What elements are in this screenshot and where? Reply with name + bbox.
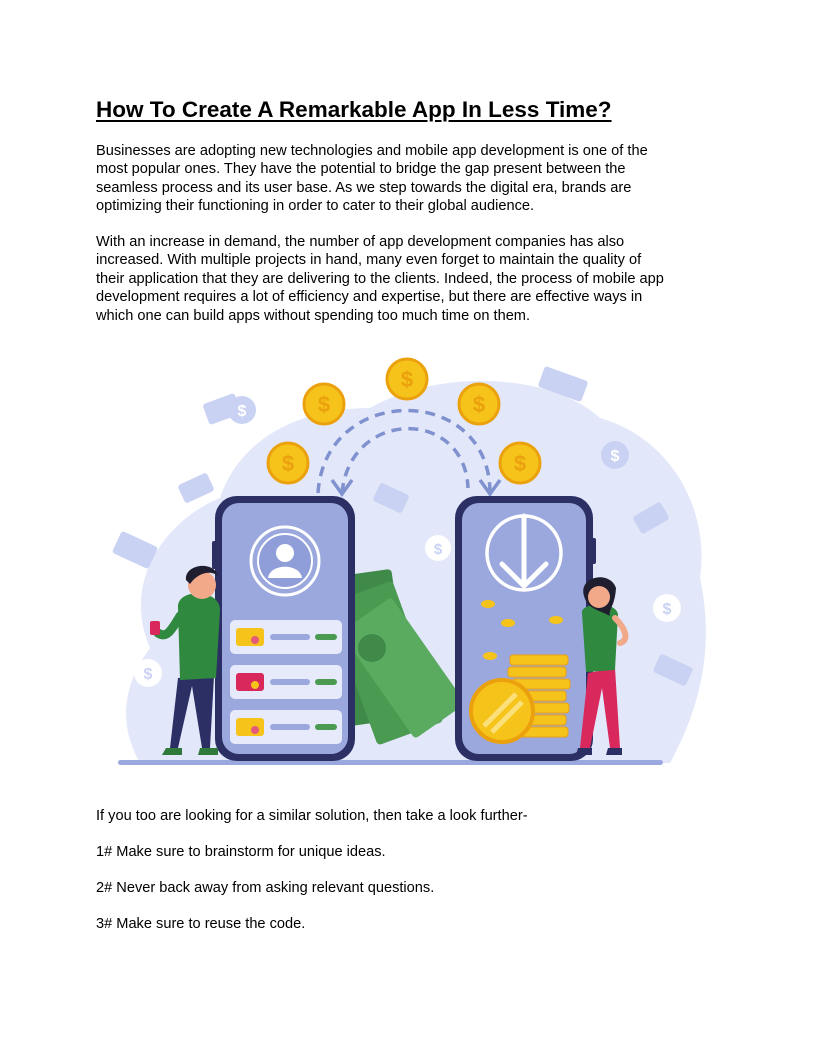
coin [387,359,427,399]
profile-phone [212,496,355,761]
svg-text:$: $ [433,541,443,558]
paragraph-line: their application that they are delivering to the clients. Indeed, the process of mobile app [96,270,664,287]
download-phone [455,496,596,761]
coin [500,443,540,483]
svg-text:$: $ [143,666,153,683]
intro-line: If you too are looking for a similar solution, then take a look further- [96,808,528,824]
svg-text:$: $ [662,601,672,618]
paragraph-line: most popular ones. They have the potential to bridge the gap present between the [96,161,626,178]
tip-item: 2# Never back away from asking relevant questions. [96,880,435,896]
svg-text:$: $ [513,451,527,476]
demand-paragraph [96,233,664,325]
svg-text:$: $ [472,392,486,417]
intro-paragraph [96,142,648,216]
tip-item: 1# Make sure to brainstorm for unique ideas. [96,844,386,860]
paragraph-line: With an increase in demand, the number of app development companies has also [96,234,625,250]
paragraph-line: Businesses are adopting new technologies and mobile app development is one of the [96,143,648,159]
svg-text:$: $ [317,392,331,417]
app-development-illustration [110,348,720,773]
svg-text:$: $ [281,451,295,476]
coin [304,384,344,424]
svg-text:$: $ [237,403,247,420]
paragraph-line: seamless process and its user base. As we step towards the digital era, brands are [96,179,632,196]
svg-text:$: $ [400,367,414,392]
card-row [230,710,342,744]
tip-item: 3# Make sure to reuse the code. [96,916,306,932]
page-title: How To Create A Remarkable App In Less Time? [96,97,612,122]
coin [459,384,499,424]
card-row [230,665,342,699]
card-row [230,620,342,654]
svg-text:$: $ [610,448,620,465]
ground-line [118,760,663,765]
paragraph-line: development requires a lot of efficiency and expertise, but there are effective ways in [96,289,643,306]
paragraph-line: increased. With multiple projects in hand, many even forget to maintain the quality of [96,252,642,269]
paragraph-line: which one can build apps without spending too much time on them. [96,307,531,324]
paragraph-line: optimizing their functioning in order to cater to their global audience. [96,198,535,215]
coin [268,443,308,483]
